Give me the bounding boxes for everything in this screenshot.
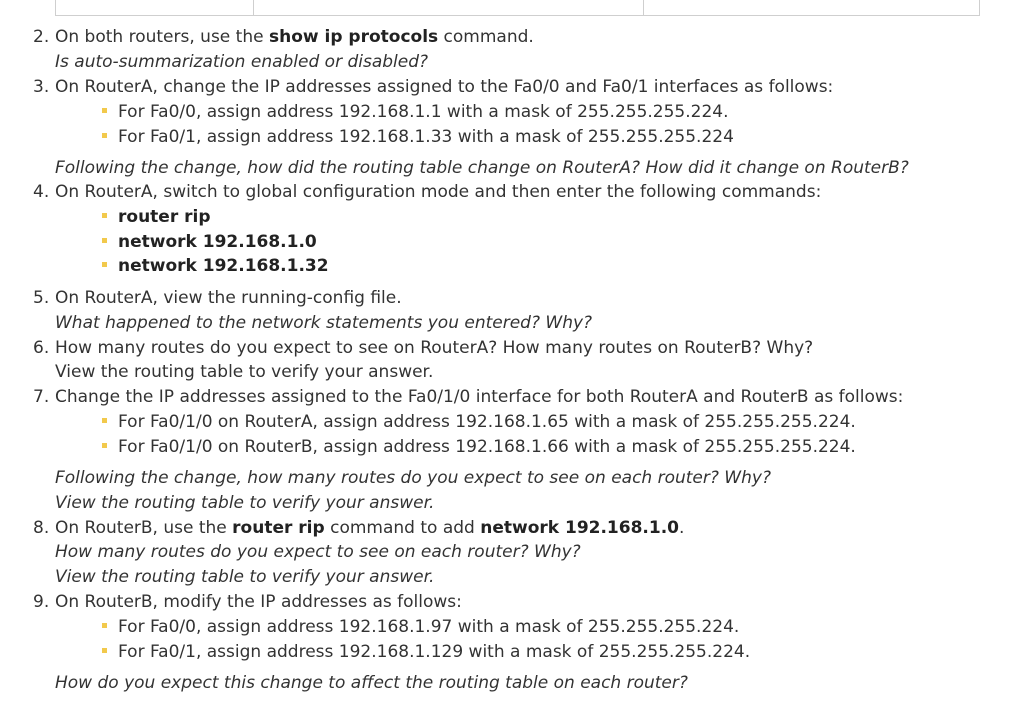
bullet-marker [102, 213, 107, 218]
step-text: How many routes do you expect to see on RouterA? How many routes on RouterB? Why? [55, 338, 814, 358]
bullet-marker [102, 648, 107, 653]
bullet-marker [102, 623, 107, 628]
step-number: 9. [33, 592, 50, 612]
step-question: How many routes do you expect to see on each router? Why? [55, 542, 581, 562]
step-question: View the routing table to verify your answer. [55, 493, 435, 513]
step-number: 3. [33, 77, 50, 97]
step-number: 7. [33, 387, 50, 407]
step-text: On RouterA, view the running-config file. [55, 288, 402, 308]
bullet-marker [102, 133, 107, 138]
bullet-item: For Fa0/1/0 on RouterB, assign address 192.168.1.66 with a mask of 255.255.255.224. [118, 437, 856, 457]
step-number: 5. [33, 288, 50, 308]
bullet-item: For Fa0/1, assign address 192.168.1.129 with a mask of 255.255.255.224. [118, 642, 751, 662]
step-number: 2. [33, 27, 50, 47]
bullet-marker [102, 238, 107, 243]
command-text: show ip protocols [268, 27, 439, 47]
bullet-item: For Fa0/1/0 on RouterA, assign address 192.168.1.65 with a mask of 255.255.255.224. [118, 412, 856, 432]
step-question: Following the change, how many routes do you expect to see on each router? Why? [55, 468, 771, 488]
bullet-item: For Fa0/0, assign address 192.168.1.97 with a mask of 255.255.255.224. [118, 617, 740, 637]
step-question: How do you expect this change to affect the routing table on each router? [55, 673, 688, 693]
bullet-marker [102, 443, 107, 448]
step-text: On RouterB, use the router rip command to add network 192.168.1.0. [55, 518, 685, 538]
step-question: View the routing table to verify your answer. [55, 567, 435, 587]
step-text: Change the IP addresses assigned to the Fa0/1/0 interface for both RouterA and RouterB as follows: [55, 387, 904, 407]
command-bullet: network 192.168.1.0 [118, 232, 317, 252]
table-column-divider [643, 0, 644, 15]
step-text: On RouterA, switch to global configuration mode and then enter the following commands: [55, 182, 822, 202]
bullet-marker [102, 418, 107, 423]
step-question: Is auto-summarization enabled or disabled? [55, 52, 429, 72]
command-text: network 192.168.1.0 [480, 518, 679, 538]
step-text: On RouterA, change the IP addresses assigned to the Fa0/0 and Fa0/1 interfaces as follows: [55, 77, 834, 97]
bullet-item: For Fa0/0, assign address 192.168.1.1 with a mask of 255.255.255.224. [118, 102, 729, 122]
command-bullet: router rip [118, 207, 211, 227]
table-bottom-edge [55, 0, 980, 16]
step-number: 8. [33, 518, 50, 538]
step-number: 6. [33, 338, 50, 358]
step-text-continued: View the routing table to verify your answer. [55, 362, 434, 382]
step-text: On both routers, use the show ip protocols command. [55, 27, 534, 47]
step-question: What happened to the network statements you entered? Why? [55, 313, 593, 333]
bullet-item: For Fa0/1, assign address 192.168.1.33 with a mask of 255.255.255.224 [118, 127, 734, 147]
step-question: Following the change, how did the routing table change on RouterA? How did it change on RouterB? [55, 158, 909, 178]
step-number: 4. [33, 182, 50, 202]
command-text: router rip [232, 518, 325, 538]
bullet-marker [102, 262, 107, 267]
table-column-divider [253, 0, 254, 15]
command-bullet: network 192.168.1.32 [118, 256, 329, 276]
bullet-marker [102, 108, 107, 113]
step-text: On RouterB, modify the IP addresses as follows: [55, 592, 462, 612]
